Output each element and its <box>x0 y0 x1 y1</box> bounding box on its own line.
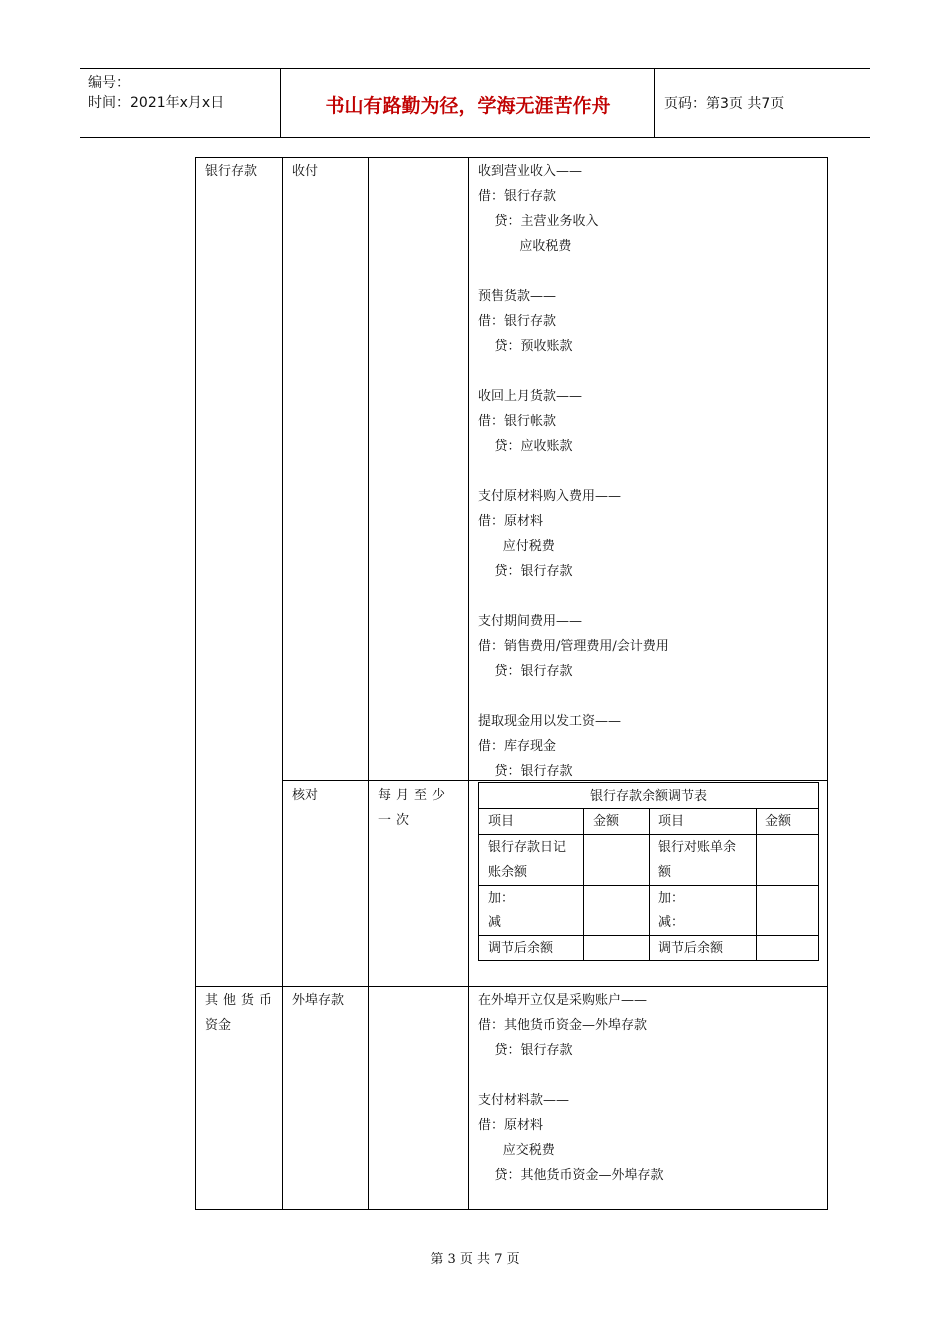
header-motto: 书山有路勤为径，学海无涯苦作舟 <box>325 95 611 117</box>
journal-entry-line: 收到营业收入—— <box>478 164 583 179</box>
check-frequency: 每月至少一次 <box>378 788 451 828</box>
row-divider <box>195 986 828 987</box>
recon-header-amount: 金额 <box>765 814 792 829</box>
recon-cell: 调节后余额 <box>658 941 724 956</box>
item-collect-pay: 收付 <box>292 164 319 179</box>
recon-title: 银行存款余额调节表 <box>589 789 707 804</box>
journal-entry-line: 应收税费 <box>478 239 572 254</box>
recon-col-divider <box>756 808 757 961</box>
header-divider <box>654 69 655 137</box>
document-number-label: 编号： <box>88 75 130 91</box>
item-check: 核对 <box>292 788 319 803</box>
journal-entry-line: 贷：银行存款 <box>478 764 573 779</box>
journal-entry-line: 预售货款—— <box>478 289 557 304</box>
journal-entry-line: 贷：银行存款 <box>478 564 573 579</box>
category-other-funds-line2: 资金 <box>205 1018 232 1033</box>
journal-entry-line: 收回上月货款—— <box>478 389 583 404</box>
recon-cell: 加： <box>488 891 515 906</box>
journal-entry-line: 贷：其他货币资金—外埠存款 <box>478 1168 664 1183</box>
journal-entry-line: 支付期间费用—— <box>478 614 583 629</box>
journal-entry-line: 贷：应收账款 <box>478 439 573 454</box>
recon-cell: 加： <box>658 891 685 906</box>
column-divider <box>468 157 469 1210</box>
journal-entry-line: 借：其他货币资金—外埠存款 <box>478 1018 648 1033</box>
header-left <box>88 73 224 113</box>
recon-cell: 银行存款日记 <box>488 840 567 855</box>
journal-entry-line: 应交税费 <box>478 1143 555 1158</box>
journal-entry-line: 借：原材料 <box>478 514 544 529</box>
column-divider <box>282 157 283 1210</box>
journal-entry-line <box>478 259 669 284</box>
recon-header-amount: 金额 <box>593 814 620 829</box>
journal-entry-line: 借：银行存款 <box>478 189 557 204</box>
category-other-funds: 其他货币 <box>205 993 278 1008</box>
journal-entry-line <box>478 459 669 484</box>
journal-entry-line: 应付税费 <box>478 539 555 554</box>
journal-entry-line <box>478 684 669 709</box>
category-bank-deposit: 银行存款 <box>205 164 258 179</box>
journal-entry-line: 贷：银行存款 <box>478 1043 573 1058</box>
recon-col-divider <box>649 808 650 961</box>
journal-entry-line: 在外埠开立仅是采购账户—— <box>478 993 648 1008</box>
recon-header-item: 项目 <box>658 814 685 829</box>
journal-entry-line: 借：原材料 <box>478 1118 544 1133</box>
item-remote-deposit: 外埠存款 <box>292 993 345 1008</box>
journal-entry-line: 贷：主营业务收入 <box>478 214 599 229</box>
recon-cell: 调节后余额 <box>488 941 554 956</box>
recon-cell: 额 <box>658 865 672 880</box>
journal-entry-line: 贷：预收账款 <box>478 339 573 354</box>
recon-cell: 账余额 <box>488 865 528 880</box>
journal-entry-line <box>478 584 669 609</box>
recon-cell: 减 <box>488 915 502 930</box>
journal-entry-line <box>478 1063 664 1088</box>
journal-entry-line: 借：银行存款 <box>478 314 557 329</box>
journal-entry-line: 提取现金用以发工资—— <box>478 714 622 729</box>
journal-entry-line: 支付材料款—— <box>478 1093 570 1108</box>
journal-entry-line: 借：银行帐款 <box>478 414 557 429</box>
recon-header-item: 项目 <box>488 814 515 829</box>
recon-col-divider <box>583 808 584 961</box>
reconciliation-table <box>478 782 819 961</box>
journal-entry-line: 支付原材料购入费用—— <box>478 489 622 504</box>
column-divider <box>368 157 369 1210</box>
recon-cell: 银行对账单余 <box>658 840 737 855</box>
journal-entries-bank <box>478 159 669 784</box>
journal-entry-line: 借：库存现金 <box>478 739 557 754</box>
journal-entry-line: 借：销售费用/管理费用/会计费用 <box>478 639 669 654</box>
document-time: 时间：2021年x月x日 <box>88 95 225 111</box>
recon-cell: 减： <box>658 915 685 930</box>
header-page-info: 页码：第3页 共7页 <box>664 96 785 112</box>
page-header <box>80 68 870 138</box>
journal-entry-line <box>478 359 669 384</box>
journal-entry-line: 贷：银行存款 <box>478 664 573 679</box>
journal-entries-other <box>478 988 664 1188</box>
header-divider <box>280 69 281 137</box>
page-footer: 第 3 页 共 7 页 <box>430 1252 520 1267</box>
